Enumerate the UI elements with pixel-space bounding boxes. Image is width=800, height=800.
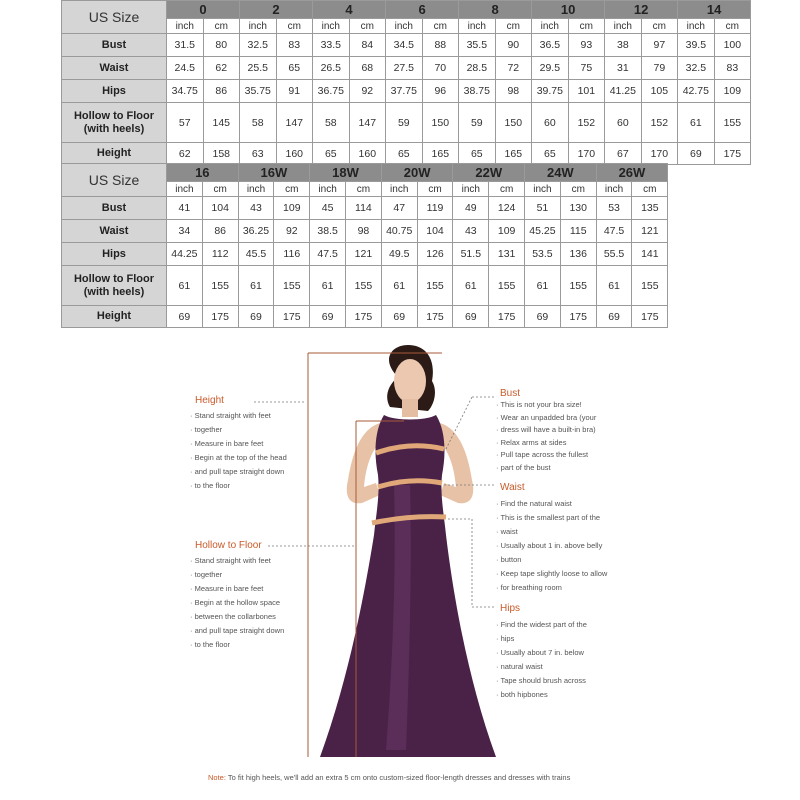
unit-inch: inch	[167, 19, 204, 34]
table-cell: 68	[349, 57, 386, 80]
table-cell: 104	[417, 220, 453, 243]
size-chart-table-1	[61, 0, 751, 165]
table-cell: 86	[203, 80, 240, 103]
table-cell: 155	[274, 266, 310, 306]
size-heading: 0	[167, 1, 240, 19]
table-cell: 33.5	[313, 34, 350, 57]
table-cell: 43	[238, 197, 274, 220]
table-cell: 69	[453, 306, 489, 328]
table-cell: 69	[238, 306, 274, 328]
table-cell: 109	[489, 220, 525, 243]
table-cell: 175	[714, 143, 751, 165]
instruction-item: · together	[190, 423, 287, 437]
table-cell: 121	[632, 220, 668, 243]
row-label: Waist	[62, 220, 167, 243]
instruction-item: · together	[190, 568, 284, 582]
size-heading: 20W	[381, 164, 453, 182]
instruction-item: · Begin at the top of the head	[190, 451, 287, 465]
table-cell: 155	[346, 266, 382, 306]
table-cell: 175	[274, 306, 310, 328]
unit-inch: inch	[167, 182, 203, 197]
instruction-item: · dress will have a built-in bra)	[496, 424, 596, 437]
table-cell: 135	[632, 197, 668, 220]
table-cell: 115	[560, 220, 596, 243]
instruction-item: · and pull tape straight down	[190, 465, 287, 479]
bust-instructions	[496, 399, 596, 474]
table-cell: 38.5	[310, 220, 346, 243]
unit-cm: cm	[560, 182, 596, 197]
model-face	[394, 359, 426, 403]
table-cell: 136	[560, 243, 596, 266]
table-cell: 155	[714, 103, 751, 143]
instruction-item: · This is not your bra size!	[496, 399, 596, 412]
table-cell: 158	[203, 143, 240, 165]
unit-inch: inch	[386, 19, 423, 34]
table-cell: 65	[459, 143, 496, 165]
instruction-item: · both hipbones	[496, 688, 587, 702]
table-cell: 40.75	[381, 220, 417, 243]
instruction-item: · This is the smallest part of the	[496, 511, 607, 525]
table-cell: 38	[605, 34, 642, 57]
instruction-item: · Usually about 1 in. above belly	[496, 539, 607, 553]
unit-inch: inch	[596, 182, 632, 197]
table-cell: 65	[386, 143, 423, 165]
table-cell: 35.75	[240, 80, 277, 103]
table-cell: 92	[349, 80, 386, 103]
table-cell: 36.5	[532, 34, 569, 57]
unit-cm: cm	[489, 182, 525, 197]
size-heading: 22W	[453, 164, 525, 182]
table-cell: 29.5	[532, 57, 569, 80]
hollow-to-floor-instructions	[190, 554, 284, 652]
table-cell: 61	[678, 103, 715, 143]
unit-inch: inch	[240, 19, 277, 34]
table-row-height	[62, 143, 751, 165]
bust-title: Bust	[500, 388, 521, 399]
table-cell: 175	[417, 306, 453, 328]
table-cell: 96	[422, 80, 459, 103]
table-cell: 47	[381, 197, 417, 220]
row-label: Hips	[62, 243, 167, 266]
table-cell: 160	[349, 143, 386, 165]
unit-cm: cm	[417, 182, 453, 197]
table-cell: 165	[495, 143, 532, 165]
unit-cm: cm	[276, 19, 313, 34]
table-cell: 69	[525, 306, 561, 328]
table-cell: 62	[203, 57, 240, 80]
hips-title: Hips	[500, 603, 521, 614]
instruction-item: · Tape should brush across	[496, 674, 587, 688]
row-label: Height	[62, 306, 167, 328]
table-cell: 65	[313, 143, 350, 165]
instruction-item: · Measure in bare feet	[190, 437, 287, 451]
note-text: To fit high heels, we'll add an extra 5 cm onto custom-sized floor-length dresses and dresses with trains	[227, 773, 571, 782]
table-cell: 47.5	[310, 243, 346, 266]
size-heading: 10	[532, 1, 605, 19]
table-cell: 24.5	[167, 57, 204, 80]
row-label: Bust	[62, 197, 167, 220]
table-cell: 36.75	[313, 80, 350, 103]
row-label-line: (with heels)	[83, 285, 145, 298]
table-cell: 126	[417, 243, 453, 266]
table-cell: 44.25	[167, 243, 203, 266]
table-cell: 59	[386, 103, 423, 143]
table-cell: 53	[596, 197, 632, 220]
table-cell: 61	[310, 266, 346, 306]
table-cell: 83	[276, 34, 313, 57]
size-heading: 6	[386, 1, 459, 19]
table-cell: 124	[489, 197, 525, 220]
unit-inch: inch	[313, 19, 350, 34]
table-cell: 90	[495, 34, 532, 57]
unit-cm: cm	[202, 182, 238, 197]
instruction-item: · Usually about 7 in. below	[496, 646, 587, 660]
unit-inch: inch	[238, 182, 274, 197]
waist-instructions	[496, 497, 607, 595]
table-cell: 104	[202, 197, 238, 220]
unit-cm: cm	[632, 182, 668, 197]
us-size-label: US Size	[62, 1, 167, 34]
table-cell: 31	[605, 57, 642, 80]
table-cell: 121	[346, 243, 382, 266]
table-cell: 155	[417, 266, 453, 306]
waist-title: Waist	[500, 482, 525, 493]
table-cell: 141	[632, 243, 668, 266]
unit-cm: cm	[714, 19, 751, 34]
table-cell: 69	[167, 306, 203, 328]
instruction-item: · to the floor	[190, 479, 287, 493]
instruction-item: · part of the bust	[496, 462, 596, 475]
table-cell: 60	[605, 103, 642, 143]
row-label	[62, 103, 167, 143]
size-heading: 12	[605, 1, 678, 19]
table-cell: 109	[274, 197, 310, 220]
unit-inch: inch	[381, 182, 417, 197]
instruction-item: · and pull tape straight down	[190, 624, 284, 638]
unit-inch: inch	[310, 182, 346, 197]
instruction-item: · button	[496, 553, 607, 567]
hollow-to-floor-title: Hollow to Floor	[195, 540, 262, 551]
table-cell: 69	[596, 306, 632, 328]
hips-instructions	[496, 618, 587, 702]
table-cell: 32.5	[678, 57, 715, 80]
table-cell: 67	[605, 143, 642, 165]
table-cell: 152	[568, 103, 605, 143]
instruction-item: · Find the natural waist	[496, 497, 607, 511]
row-label: Waist	[62, 57, 167, 80]
table-cell: 28.5	[459, 57, 496, 80]
table-cell: 98	[346, 220, 382, 243]
table-cell: 175	[489, 306, 525, 328]
table-cell: 45.5	[238, 243, 274, 266]
row-label: Bust	[62, 34, 167, 57]
unit-inch: inch	[459, 19, 496, 34]
table-cell: 130	[560, 197, 596, 220]
table-cell: 61	[525, 266, 561, 306]
table-cell: 61	[596, 266, 632, 306]
table-cell: 147	[349, 103, 386, 143]
table-cell: 150	[495, 103, 532, 143]
table-row-waist	[62, 57, 751, 80]
table-cell: 45.25	[525, 220, 561, 243]
row-label-line: (with heels)	[83, 122, 145, 135]
row-label	[62, 266, 167, 306]
table-cell: 60	[532, 103, 569, 143]
table-cell: 80	[203, 34, 240, 57]
unit-cm: cm	[568, 19, 605, 34]
instruction-item: · to the floor	[190, 638, 284, 652]
table-cell: 58	[240, 103, 277, 143]
table-cell: 45	[310, 197, 346, 220]
size-heading: 2	[240, 1, 313, 19]
size-header-row	[62, 1, 751, 19]
table-cell: 175	[632, 306, 668, 328]
instruction-item: · Measure in bare feet	[190, 582, 284, 596]
table-cell: 109	[714, 80, 751, 103]
table-cell: 150	[422, 103, 459, 143]
table-cell: 175	[202, 306, 238, 328]
table-cell: 170	[568, 143, 605, 165]
table-cell: 119	[417, 197, 453, 220]
table-cell: 38.75	[459, 80, 496, 103]
row-label-line: Hollow to Floor	[73, 109, 155, 122]
table-row-bust	[62, 197, 668, 220]
table-cell: 57	[167, 103, 204, 143]
table-cell: 39.5	[678, 34, 715, 57]
instruction-item: · Begin at the hollow space	[190, 596, 284, 610]
table-cell: 100	[714, 34, 751, 57]
table-cell: 105	[641, 80, 678, 103]
unit-cm: cm	[346, 182, 382, 197]
note-label: Note:	[208, 773, 226, 782]
size-heading: 16W	[238, 164, 310, 182]
table-cell: 175	[560, 306, 596, 328]
instruction-item: · Wear an unpadded bra (your	[496, 412, 596, 425]
table-cell: 65	[276, 57, 313, 80]
table-row-hollow-to-floor	[62, 266, 668, 306]
us-size-label: US Size	[62, 164, 167, 197]
unit-cm: cm	[495, 19, 532, 34]
size-heading: 8	[459, 1, 532, 19]
instruction-item: · Find the widest part of the	[496, 618, 587, 632]
table-cell: 25.5	[240, 57, 277, 80]
unit-inch: inch	[525, 182, 561, 197]
table-row-bust	[62, 34, 751, 57]
instruction-item: · for breathing room	[496, 581, 607, 595]
table-cell: 63	[240, 143, 277, 165]
table-cell: 34	[167, 220, 203, 243]
table-cell: 51.5	[453, 243, 489, 266]
table-cell: 61	[381, 266, 417, 306]
instruction-item: · hips	[496, 632, 587, 646]
table-cell: 49.5	[381, 243, 417, 266]
size-header-row	[62, 164, 668, 182]
table-cell: 79	[641, 57, 678, 80]
table-cell: 32.5	[240, 34, 277, 57]
table-cell: 101	[568, 80, 605, 103]
table-cell: 155	[632, 266, 668, 306]
table-cell: 97	[641, 34, 678, 57]
table-cell: 37.75	[386, 80, 423, 103]
instruction-item: · Relax arms at sides	[496, 437, 596, 450]
table-row-hips	[62, 243, 668, 266]
table-cell: 70	[422, 57, 459, 80]
instruction-item: · between the collarbones	[190, 610, 284, 624]
table-cell: 114	[346, 197, 382, 220]
table-cell: 58	[313, 103, 350, 143]
table-cell: 131	[489, 243, 525, 266]
table-cell: 65	[532, 143, 569, 165]
model-neck	[402, 399, 418, 417]
table-cell: 88	[422, 34, 459, 57]
unit-cm: cm	[274, 182, 310, 197]
table-row-height	[62, 306, 668, 328]
table-cell: 36.25	[238, 220, 274, 243]
unit-cm: cm	[349, 19, 386, 34]
unit-inch: inch	[453, 182, 489, 197]
table-cell: 43	[453, 220, 489, 243]
instruction-item: · Stand straight with feet	[190, 409, 287, 423]
size-chart-table-2	[61, 163, 668, 328]
row-label: Height	[62, 143, 167, 165]
table-cell: 61	[238, 266, 274, 306]
table-cell: 112	[202, 243, 238, 266]
instruction-item: · waist	[496, 525, 607, 539]
unit-cm: cm	[641, 19, 678, 34]
instruction-item: · natural waist	[496, 660, 587, 674]
table-cell: 41.25	[605, 80, 642, 103]
table-cell: 170	[641, 143, 678, 165]
table-cell: 62	[167, 143, 204, 165]
size-heading: 26W	[596, 164, 668, 182]
table-cell: 155	[202, 266, 238, 306]
table-cell: 152	[641, 103, 678, 143]
table-row-hips	[62, 80, 751, 103]
table-cell: 116	[274, 243, 310, 266]
table-cell: 83	[714, 57, 751, 80]
table-cell: 27.5	[386, 57, 423, 80]
table-cell: 55.5	[596, 243, 632, 266]
table-row-waist	[62, 220, 668, 243]
table-cell: 72	[495, 57, 532, 80]
unit-inch: inch	[532, 19, 569, 34]
table-cell: 49	[453, 197, 489, 220]
table-cell: 93	[568, 34, 605, 57]
table-cell: 26.5	[313, 57, 350, 80]
table-cell: 31.5	[167, 34, 204, 57]
table-cell: 147	[276, 103, 313, 143]
table-cell: 34.75	[167, 80, 204, 103]
unit-cm: cm	[203, 19, 240, 34]
table-cell: 51	[525, 197, 561, 220]
table-cell: 155	[560, 266, 596, 306]
instruction-item: · Stand straight with feet	[190, 554, 284, 568]
table-cell: 91	[276, 80, 313, 103]
table-cell: 75	[568, 57, 605, 80]
row-label-line: Hollow to Floor	[73, 272, 155, 285]
height-title: Height	[195, 395, 224, 406]
unit-inch: inch	[678, 19, 715, 34]
unit-inch: inch	[605, 19, 642, 34]
table-cell: 155	[489, 266, 525, 306]
table-cell: 160	[276, 143, 313, 165]
unit-cm: cm	[422, 19, 459, 34]
table-cell: 59	[459, 103, 496, 143]
table-cell: 42.75	[678, 80, 715, 103]
instruction-item: · Pull tape across the fullest	[496, 449, 596, 462]
size-heading: 16	[167, 164, 239, 182]
table-cell: 47.5	[596, 220, 632, 243]
instruction-item: · Keep tape slightly loose to allow	[496, 567, 607, 581]
table-cell: 165	[422, 143, 459, 165]
table-cell: 175	[346, 306, 382, 328]
table-cell: 84	[349, 34, 386, 57]
table-cell: 145	[203, 103, 240, 143]
table-cell: 41	[167, 197, 203, 220]
table-cell: 61	[167, 266, 203, 306]
table-cell: 92	[274, 220, 310, 243]
table-cell: 61	[453, 266, 489, 306]
table-cell: 69	[310, 306, 346, 328]
table-cell: 34.5	[386, 34, 423, 57]
table-row-hollow-to-floor	[62, 103, 751, 143]
footer-note	[208, 773, 570, 782]
table-cell: 53.5	[525, 243, 561, 266]
size-heading: 14	[678, 1, 751, 19]
row-label: Hips	[62, 80, 167, 103]
table-cell: 69	[678, 143, 715, 165]
size-heading: 18W	[310, 164, 382, 182]
table-cell: 86	[202, 220, 238, 243]
size-heading: 24W	[525, 164, 597, 182]
measurement-guide	[180, 345, 640, 765]
height-instructions	[190, 409, 287, 493]
table-cell: 35.5	[459, 34, 496, 57]
table-cell: 69	[381, 306, 417, 328]
table-cell: 98	[495, 80, 532, 103]
table-cell: 39.75	[532, 80, 569, 103]
size-heading: 4	[313, 1, 386, 19]
